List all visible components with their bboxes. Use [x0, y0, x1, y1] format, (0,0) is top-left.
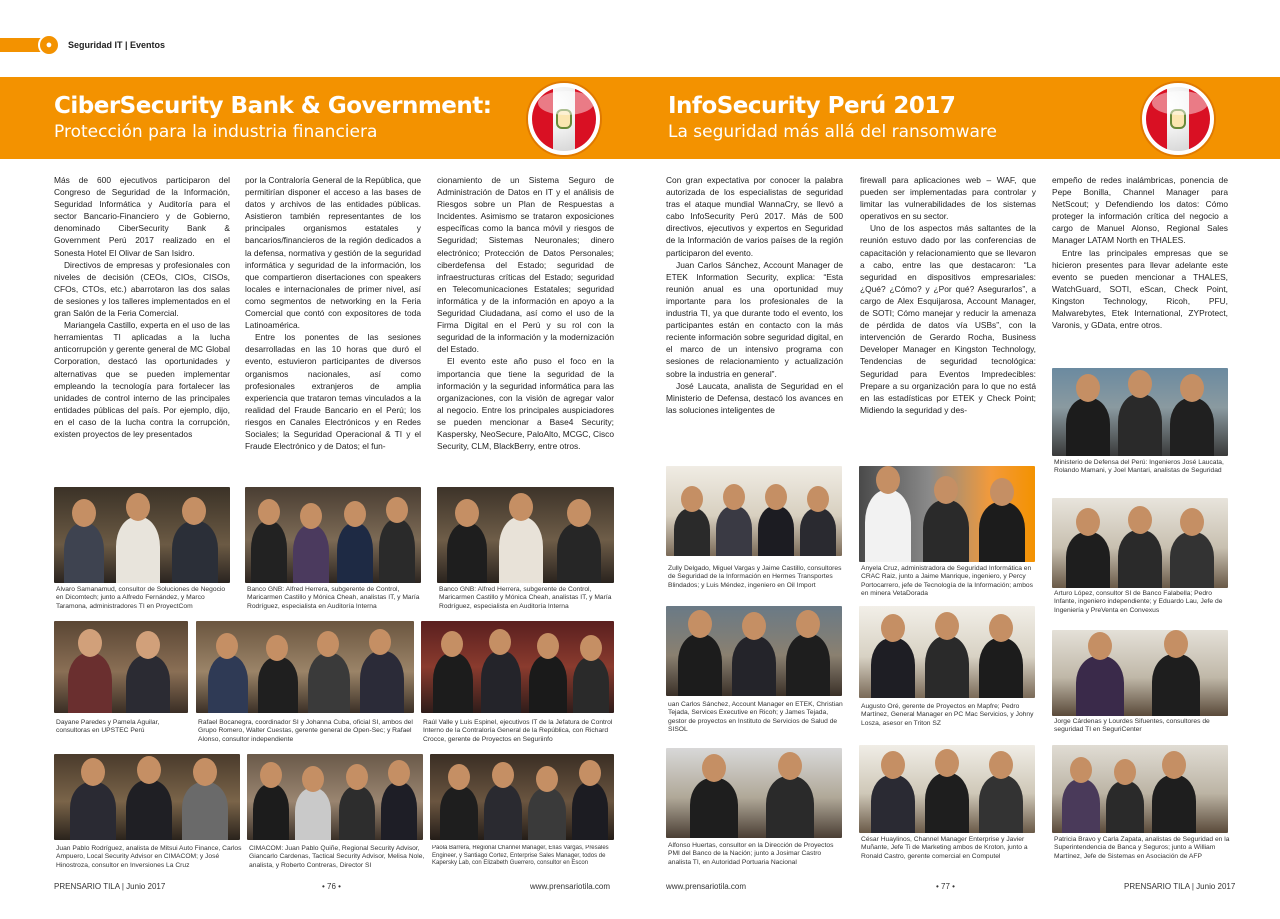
paragraph: Juan Carlos Sánchez, Account Manager de ETEK Information Security, explica: “Esta reunión anual es una oportunidad muy importante para los profesionales de la industria TI, ya que durante todo el evento, los participantes están en contacto con la más reciente información sobre seguridad digital, en el marco de un intensivo programa con sesiones de relacionamiento y actualización sobre la industria en general”. [666, 259, 843, 379]
paragraph: Mariangela Castillo, experta en el uso de las herramientas TI aplicadas a la lucha anticorrupción y gerente general de MC Global Corporation, destacó las oportunidades y alternativas que se pueden implementar empleando la tecnología para fortalecer las unidades de control interno de las principales entidades públicas del país. Por ejemplo, dijo, en el caso de la lucha contra la corrupción, existen proyectos de ley presentados [54, 320, 230, 439]
event-photo [54, 621, 188, 713]
event-photo [1052, 368, 1228, 456]
photo-caption: CIMACOM: Juan Pablo Quiñe, Regional Security Advisor, Giancarlo Cardenas, Tactical Security Advisor, Melisa Nole, analista, y Roberto Contreras, Director SI [249, 845, 425, 869]
event-photo [421, 621, 614, 713]
photo-caption: uan Carlos Sánchez, Account Manager en ETEK, Christian Tejada, Services Executive en Ricoh; y James Tejada, gestor de proyectos en Instituto de Servicios de Salud de SISOL [668, 701, 843, 734]
paragraph: Más de 600 ejecutivos participaron del Congreso de Seguridad de la Información, Seguridad Informática y Auditoría para el sector Bancario-Financiero y de Gobierno, denominado CiberSecurity Bank & Government Perú 2017 realizado en el Sonesta Hotel El Olivar de San Isidro. [54, 175, 230, 258]
section-label: Seguridad IT | Eventos [68, 40, 166, 50]
event-photo [437, 487, 614, 583]
event-photo [859, 606, 1035, 698]
event-photo [1052, 745, 1228, 833]
photo-caption: Dayane Paredes y Pamela Aguilar, consultoras en UPSTEC Perú [56, 719, 160, 735]
section-header [0, 34, 165, 56]
event-photo [54, 754, 240, 840]
event-photo [666, 606, 842, 696]
paragraph: El evento este año puso el foco en la importancia que tiene la seguridad de la información y la seguridad informática para las organizaciones, con la visión de agregar valor al negocio. Entre los principales auspiciadores se pueden mencionar a Base4 Security; Kaspersky, NeoSecure, PaloAlto, MCGC, Cisco Security, CLM, BlackBerry, entre otros. [437, 356, 614, 452]
footer-page-number: • 76 • [322, 882, 341, 891]
paragraph: empeño de redes inalámbricas, ponencia de Pepe Bonilla, Channel Manager para NetScout; y Defendiendo los datos: Cómo proteger la información crítica del negocio a cargo de Manuel Alonso, Regional Sales Manager LATAM North en THALES. [1052, 175, 1228, 246]
paragraph: Entre los ponentes de las sesiones desarrolladas en las 10 horas que duró el evento, estuvieron participantes de diversos organismos nacionales, así como profesionales extranjeros de amplia experiencia que trataron temas vinculados a la realidad del Fraude Bancario en el Perú; los riesgos en Canales Electrónicos y en Redes Sociales; la Seguridad Operacional & TI y el Fraude Electrónico y de Datos; el fun- [245, 332, 421, 452]
paragraph: Uno de los aspectos más saltantes de la reunión estuvo dado por las conferencias de capacitación y relacionamiento que se llevaron a cabo, entre las que destacaron: “La seguridad en dispositivos empresariales: ¿Qué? ¿Cómo? y ¿Por qué? Asegurarlos”, a cargo de Alex Esquijarosa, Account Manager, de SOTI; Cómo manejar y reducir la amenaza de pérdida de datos vía USBs”, con la intervención de Gerardo Rocha, Business Developer Manager en Kingston Technology, Tendencias de seguridad tecnológica: Seguridad para Eventos Impredecibles: Prepare a su organización para lo que no está en las estadísticas por ETEK y Check Point; Midiendo la seguridad y des- [860, 223, 1036, 415]
article-banner-right [640, 77, 1280, 159]
lock-icon: ● [38, 34, 60, 56]
right-page [640, 0, 1280, 919]
event-photo [196, 621, 414, 713]
event-photo [54, 487, 230, 583]
article-column-2 [860, 174, 1036, 458]
footer-publication: PRENSARIO TILA | Junio 2017 [1124, 882, 1236, 891]
article-column-1 [54, 174, 230, 480]
article-column-3 [437, 174, 614, 480]
event-photo [245, 487, 421, 583]
photo-caption: Ministerio de Defensa del Perú: Ingenieros José Laucata, Rolando Mamani, y Joel Mantari, analistas de Seguridad [1054, 459, 1224, 475]
article-column-3 [1052, 174, 1228, 356]
footer-publication: PRENSARIO TILA | Junio 2017 [54, 882, 166, 891]
photo-caption: César Huaylinos, Channel Manager Enterprise y Javier Muñante, Jefe Ti de Marketing ambos de Kroton, junto a Ronald Castro, gerente comercial en Computel [861, 836, 1028, 860]
paragraph: Entre las principales empresas que se hicieron presentes para llevar adelante este evento se pueden mencionar a THALES, WatchGuard, SOTI, eScan, Check Point, Kingston Technology, Ricoh, PFU, Malwarebytes, Etek International, ZYProtect, Varonis, y GData, entre otros. [1052, 247, 1228, 331]
article-column-1 [666, 174, 843, 458]
photo-caption: Zully Delgado, Miguel Vargas y Jaime Castillo, consultores de Seguridad de la Información en Hermes Transportes Blindados; y Luis Méndez, ingeniero en Oil Import [668, 565, 842, 589]
paragraph: cionamiento de un Sistema Seguro de Administración de Datos en IT y el análisis de Riesgos sobre un Plan de Respuestas a Incidentes. Asimismo se trataron exposiciones específicas como la banca móvil y riesgos de Seguridad; Sistemas Neuronales; dinero electrónico; Protección de Datos Personales; ciberdefensa del Estado; seguridad de infraestructuras críticas del Estado; seguridad en Telecomunicaciones Estatales; seguridad informática y de la información en apoyo a la Seguridad Ciudadana, así como el uso de la Firma Digital en el Perú y su rol con la seguridad de la información y la modernización del Estado. [437, 175, 614, 355]
footer-page-number: • 77 • [936, 882, 955, 891]
article-subtitle-right: La seguridad más allá del ransomware [668, 122, 997, 142]
photo-caption: Augusto Oré, gerente de Proyectos en Mapfre; Pedro Martínez, General Manager en PC Mac Servicios, y Johny Losza, asesor en Triton SZ [861, 703, 1034, 727]
photo-caption: Arturo López, consultor SI de Banco Falabella; Pedro Infante, ingeniero independiente; y Eduardo Lau, Jefe de Ingeniería y PreVenta en Convexus [1054, 590, 1223, 614]
footer-url: www.prensariotila.com [666, 882, 747, 891]
photo-caption: Paola Barrera, Regional Channel Manager, Elías Vargas, Presales Engineer, y Santiago Cortez, Enterprise Sales Manager, todos de Kapersky Lab, con Elizabeth Guerrero, consultor en Escon [432, 845, 609, 867]
photo-caption: Juan Pablo Rodríguez, analista de Mitsui Auto Finance, Carlos Ampuero, Local Security Advisor en CIMACOM; y José Hinostroza, consultor en Inversiones La Cruz [56, 845, 242, 869]
paragraph: por la Contraloría General de la República, que permitirían disponer el acceso a las bases de datos y archivos de las entidades públicas. Asistieron también representantes de los principales organismos estatales y bancarios/financieros de la región dedicados a la defensa, normativa y gestión de la seguridad informática y seguridad de la información, los que compartieron disertaciones con speakers locales e internacionales de primer nivel, así como segmentos de networking en la Feria Comercial que contó con expositores de toda Latinoamérica. [245, 175, 421, 331]
footer-url: www.prensariotila.com [530, 882, 611, 891]
photo-caption: Anyela Cruz, administradora de Seguridad Informática en CRAC Raiz, junto a Jaime Manrique, ingeniero, y Percy Portocarrero, jefe de Tecnología de la Información; ambos en minera VetaDorada [861, 565, 1033, 598]
photo-caption: Rafael Bocanegra, coordinador SI y Johanna Cuba, oficial SI, ambos del Grupo Romero, Walter Cuestas, gerente general de Open-Sec; y Rafael Alonso, consultor independiente [198, 719, 413, 743]
photo-caption: Jorge Cárdenas y Lourdes Sifuentes, consultores de seguridad TI en SeguriCenter [1054, 718, 1210, 734]
event-photo [666, 466, 842, 556]
event-photo [1052, 630, 1228, 716]
paragraph: Directivos de empresas y profesionales con niveles de decisión (CEOs, CIOs, CISOs, CFOs, CTOs, etc.) abarrotaron las dos salas de sesiones y los talleres implementados en el gran Salón de la Feria Comercial. [54, 259, 230, 319]
paragraph: José Laucata, analista de Seguridad en el Ministerio de Defensa, destacó los avances en las soluciones inteligentes de [666, 380, 843, 415]
photo-caption: Alfonso Huertas, consultor en la Dirección de Proyectos PMI del Banco de la Nación; junto a Josimar Castro analista TI, en Autoridad Portuaria Nacional [668, 842, 834, 866]
event-photo [666, 748, 842, 838]
event-photo [247, 754, 423, 840]
peru-flag-icon [1142, 83, 1214, 155]
event-photo [859, 745, 1035, 833]
article-title-right: InfoSecurity Perú 2017 [668, 93, 956, 119]
photo-caption: Banco GNB: Alfred Herrera, subgerente de Control, Maricarmen Castillo y Mónica Cheah, analistas IT, y María Rodríguez, especialista en Auditoría Interna [247, 586, 420, 610]
event-photo [430, 754, 614, 840]
event-photo [1052, 498, 1228, 588]
article-subtitle-left: Protección para la industria financiera [54, 122, 378, 142]
paragraph: firewall para aplicaciones web – WAF, que pueden ser implementadas para controlar y limitar las vulnerabilidades de los sistemas operativos en su sector. [860, 175, 1036, 222]
photo-caption: Patricia Bravo y Carla Zapata, analistas de Seguridad en la Superintendencia de Banca y Seguros; junto a William Martínez, Jefe de Sistemas en Asociación de AFP [1054, 836, 1230, 860]
photo-caption: Raúl Valle y Luis Espinel, ejecutivos IT de la Jefatura de Control Interno de la Contraloría General de la República, con Richard Crocce, gerente de Proyectos en Seguriinfo [423, 719, 613, 743]
photo-caption: Álvaro Samanamud, consultor de Soluciones de Negocio en Dicomtech; junto a Alfredo Fernández, y Marco Taramona, administradores TI en ProyectCom [56, 586, 226, 610]
article-banner-left [0, 77, 640, 159]
photo-caption: Banco GNB: Alfred Herrera, subgerente de Control, Maricarmen Castillo y Mónica Cheah, analistas IT, y María Rodríguez, especialista en Auditoría Interna [439, 586, 612, 610]
article-column-2 [245, 174, 421, 480]
article-title-left: CiberSecurity Bank & Government: [54, 93, 492, 119]
peru-flag-icon [528, 83, 600, 155]
event-photo [859, 466, 1035, 562]
paragraph: Con gran expectativa por conocer la palabra autorizada de los especialistas de seguridad tras el ataque mundial WannaCry, se llevó a cabo InfoSecurity Perú 2017. Más de 500 directivos, ejecutivos y expertos en Seguridad de la Información de varios países de la región participaron del evento. [666, 175, 843, 258]
